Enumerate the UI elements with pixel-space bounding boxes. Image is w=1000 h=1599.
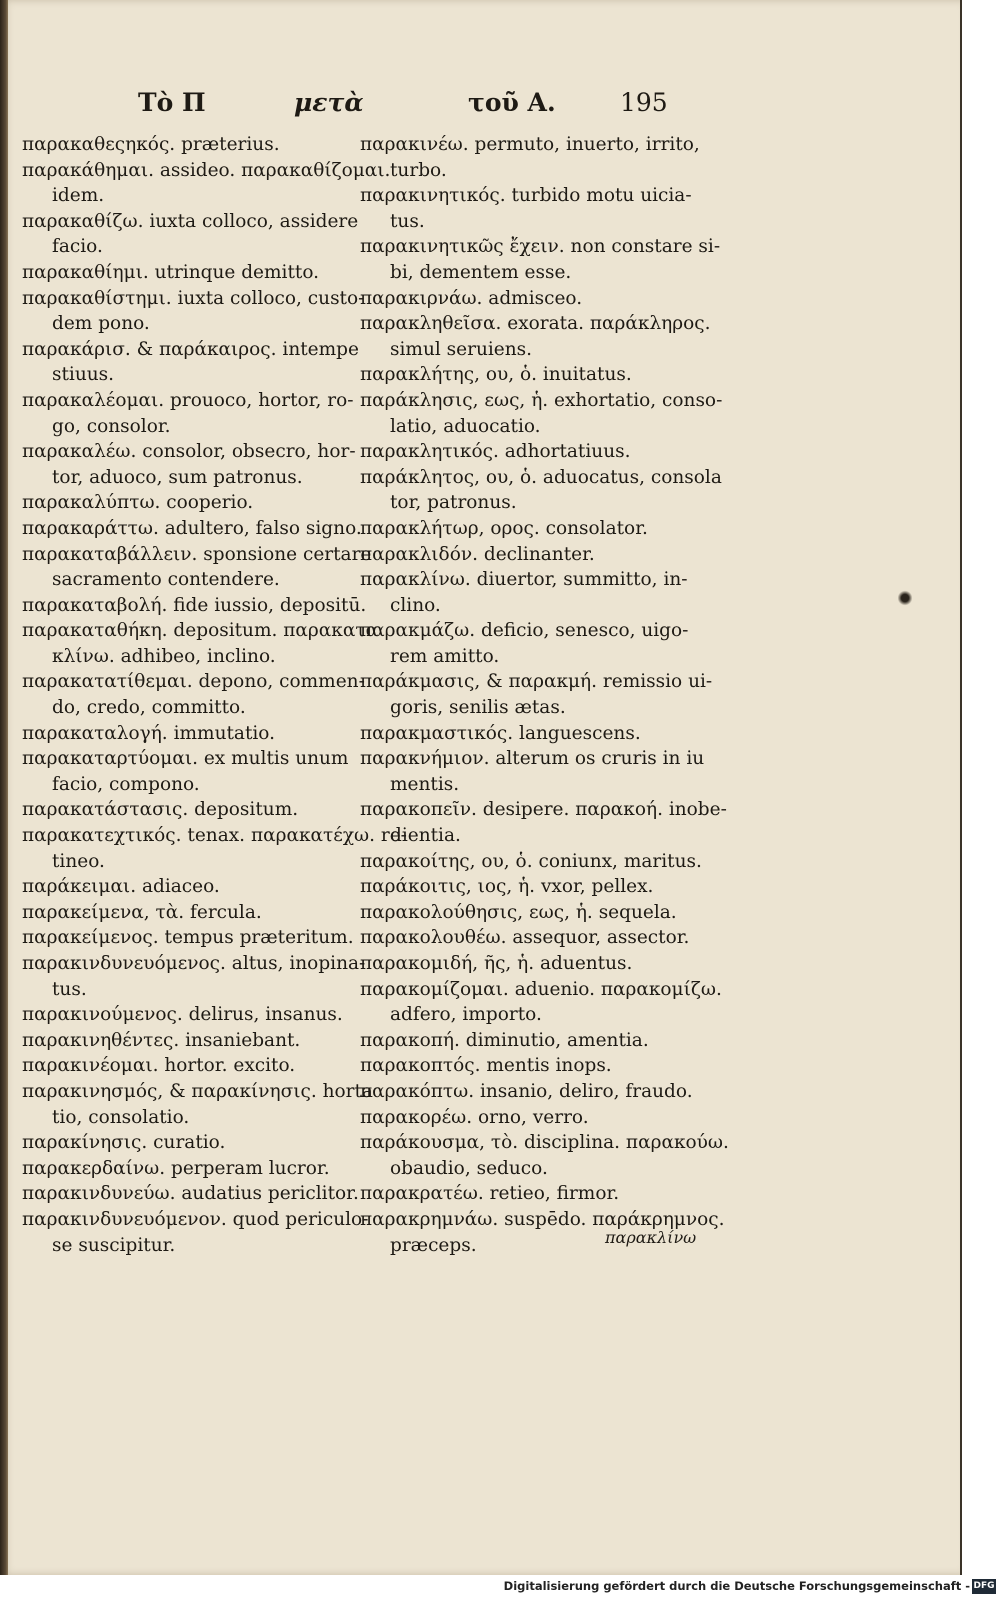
dictionary-line: latio, aduocatio.	[390, 415, 541, 437]
footer-credit-text: Digitalisierung gefördert durch die Deutsche Forschungsgemeinschaft -	[503, 1579, 970, 1593]
dictionary-line: bi, dementem esse.	[390, 261, 572, 283]
dictionary-line: simul seruiens.	[390, 338, 533, 360]
dictionary-line: παρακαλύπτω. cooperio.	[22, 492, 254, 514]
dictionary-line: turbo.	[390, 159, 447, 181]
dictionary-line: dem pono.	[52, 313, 150, 335]
dictionary-line: παρακληθεῖσα. exorata. παράκληρος.	[360, 313, 711, 335]
dictionary-line: goris, senilis ætas.	[390, 697, 566, 719]
dictionary-line: παρακμαστικός. languescens.	[360, 722, 641, 744]
dictionary-line: παρακινούμενος. delirus, insanus.	[22, 1004, 343, 1026]
dictionary-line: παρακάθημαι. assideo. παρακαθίζομαι.	[22, 159, 391, 181]
dictionary-line: παρακινητικῶς ἔχειν. non constare si-	[360, 236, 721, 258]
dictionary-line: παρακλίνω. diuertor, summitto, in-	[360, 569, 688, 591]
dictionary-line: obaudio, seduco.	[390, 1157, 548, 1179]
dictionary-line: παρακινησμός, & παρακίνησις. horta	[22, 1080, 373, 1102]
dictionary-line: rem amitto.	[390, 645, 500, 667]
dictionary-line: præceps.	[390, 1234, 477, 1256]
dictionary-line: tus.	[52, 978, 87, 1000]
dictionary-line: dientia.	[390, 825, 461, 847]
dictionary-line: παρακαράττω. adultero, falso signo.	[22, 517, 362, 539]
dictionary-line: παρακινητικός. turbido motu uicia-	[360, 185, 692, 207]
left-column	[22, 132, 407, 1258]
dictionary-line: tus.	[390, 210, 425, 232]
dictionary-line: facio, compono.	[52, 773, 200, 795]
dictionary-line: παρακαθίημι. utrinque demitto.	[22, 261, 320, 283]
running-head-part-3: τοῦ Α.	[468, 88, 556, 117]
running-head	[0, 88, 960, 128]
dictionary-line: adfero, importo.	[390, 1004, 542, 1026]
dictionary-line: παρακαταβολή. fide iussio, depositū.	[22, 594, 367, 616]
dictionary-line: παράκειμαι. adiaceo.	[22, 876, 220, 898]
dictionary-line: παρακαθεςηκός. præterius.	[22, 134, 280, 155]
dictionary-line: παρακαθίζω. iuxta colloco, assidere	[22, 210, 359, 232]
dictionary-line: παρακάρισ. & παράκαιρος. intempe	[22, 338, 359, 360]
dictionary-line: παρακολουθέω. assequor, assector.	[360, 927, 690, 949]
dictionary-line: παρακοπτός. mentis inops.	[360, 1055, 612, 1077]
dictionary-line: παρακίνησις. curatio.	[22, 1132, 226, 1154]
dictionary-line: παρακαταλογή. immutatio.	[22, 722, 275, 744]
book-spine-edge	[0, 0, 8, 1575]
dictionary-line: παρακαλέω. consolor, obsecro, hor-	[22, 441, 356, 463]
dictionary-line: παρακινέομαι. hortor. excito.	[22, 1055, 296, 1077]
dictionary-line: παρακομιδή, ῆς, ἡ. aduentus.	[360, 953, 633, 974]
dictionary-line: tineo.	[52, 850, 105, 872]
dictionary-line: παράκουσμα, τὸ. disciplina. παρακούω.	[360, 1132, 729, 1154]
dictionary-line: tio, consolatio.	[52, 1106, 190, 1128]
dictionary-line: παρακρημνάω. suspēdo. παράκρημνος.	[360, 1208, 725, 1230]
catchword: παρακλίνω	[605, 1228, 697, 1247]
dictionary-line: παρακοίτης, ου, ὁ. coniunx, maritus.	[360, 850, 702, 872]
dictionary-line: παρακινέω. permuto, inuerto, irrito,	[360, 134, 700, 155]
dictionary-line: παρακλήτης, ου, ὁ. inuitatus.	[360, 364, 632, 386]
digitization-footer	[0, 1575, 1000, 1599]
dictionary-line: stiuus.	[52, 364, 115, 386]
dictionary-line: tor, aduoco, sum patronus.	[52, 466, 303, 488]
dictionary-line: facio.	[52, 236, 103, 258]
dictionary-line: παρακρατέω. retieo, firmor.	[360, 1183, 620, 1205]
dictionary-line: παρακνήμιον. alterum os cruris in iu	[360, 748, 705, 770]
dictionary-line: παρακινηθέντες. insaniebant.	[22, 1029, 301, 1051]
dictionary-line: παρακατατίθεμαι. depono, commen-	[22, 671, 365, 693]
dictionary-line: παρακορέω. orno, verro.	[360, 1106, 589, 1128]
dictionary-line: παράκοιτις, ιος, ἡ. vxor, pellex.	[360, 876, 654, 898]
dictionary-line: tor, patronus.	[390, 492, 517, 514]
dictionary-line: κλίνω. adhibeo, inclino.	[52, 645, 276, 667]
ink-stain	[898, 590, 912, 606]
dictionary-line: παράκλησις, εως, ἡ. exhortatio, conso-	[360, 389, 723, 411]
dictionary-line: παρακαθίστημι. iuxta colloco, custo-	[22, 287, 365, 309]
dictionary-line: παρακαταβάλλειν. sponsione certare	[22, 543, 372, 565]
dictionary-line: παράκμασις, & παρακμή. remissio ui-	[360, 671, 713, 693]
dictionary-line: παρακαλέομαι. prouoco, hortor, ro-	[22, 389, 354, 411]
dictionary-line: παρακαταθήκη. depositum. παρακατα	[22, 620, 379, 642]
dictionary-line: παρακομίζομαι. aduenio. παρακομίζω.	[360, 978, 722, 1000]
dictionary-line: παρακοπή. diminutio, amentia.	[360, 1029, 649, 1051]
dictionary-line: παρακλήτωρ, ορος. consolator.	[360, 517, 648, 539]
dictionary-line: idem.	[52, 185, 105, 207]
dictionary-line: παρακμάζω. deficio, senesco, uigo-	[360, 620, 689, 642]
dictionary-line: παρακιρνάω. admisceo.	[360, 287, 583, 309]
dictionary-line: παρακινδυνεύω. audatius periclitor.	[22, 1183, 359, 1205]
dictionary-line: clino.	[390, 594, 441, 616]
dictionary-line: do, credo, committo.	[52, 697, 246, 719]
dictionary-line: παρακερδαίνω. perperam lucror.	[22, 1157, 330, 1179]
running-head-part-1: Τὸ Π	[138, 88, 206, 117]
dictionary-line: παρακοπεῖν. desipere. παρακοή. inobe-	[360, 799, 727, 821]
dictionary-line: go, consolor.	[52, 415, 171, 437]
dictionary-line: παρακινδυνευόμενον. quod periculo-	[22, 1208, 369, 1230]
right-column	[360, 132, 729, 1258]
dictionary-line: παρακόπτω. insanio, deliro, fraudo.	[360, 1080, 693, 1102]
dictionary-line: παρακείμενα, τὰ. fercula.	[22, 901, 262, 923]
dictionary-line: παρακατάστασις. depositum.	[22, 799, 299, 821]
dfg-logo: DFG	[972, 1579, 996, 1594]
dictionary-line: παράκλητος, ου, ὁ. aduocatus, consola	[360, 466, 722, 488]
dictionary-line: παρακολούθησις, εως, ἡ. sequela.	[360, 901, 677, 923]
dictionary-line: mentis.	[390, 773, 460, 795]
dictionary-line: se suscipitur.	[52, 1234, 176, 1256]
dictionary-line: παρακείμενος. tempus præteritum.	[22, 927, 354, 949]
dictionary-line: παρακαταρτύομαι. ex multis unum	[22, 748, 349, 770]
dictionary-line: sacramento contendere.	[52, 569, 280, 591]
dictionary-line: παρακλιδόν. declinanter.	[360, 543, 595, 565]
dictionary-line: παρακλητικός. adhortatiuus.	[360, 441, 631, 463]
dictionary-line: παρακατεχτικός. tenax. παρακατέχω. re-	[22, 825, 407, 847]
dictionary-line: παρακινδυνευόμενος. altus, inopina-	[22, 953, 366, 974]
page-number: 195	[620, 88, 668, 117]
running-head-part-2: μετὰ	[294, 88, 364, 117]
